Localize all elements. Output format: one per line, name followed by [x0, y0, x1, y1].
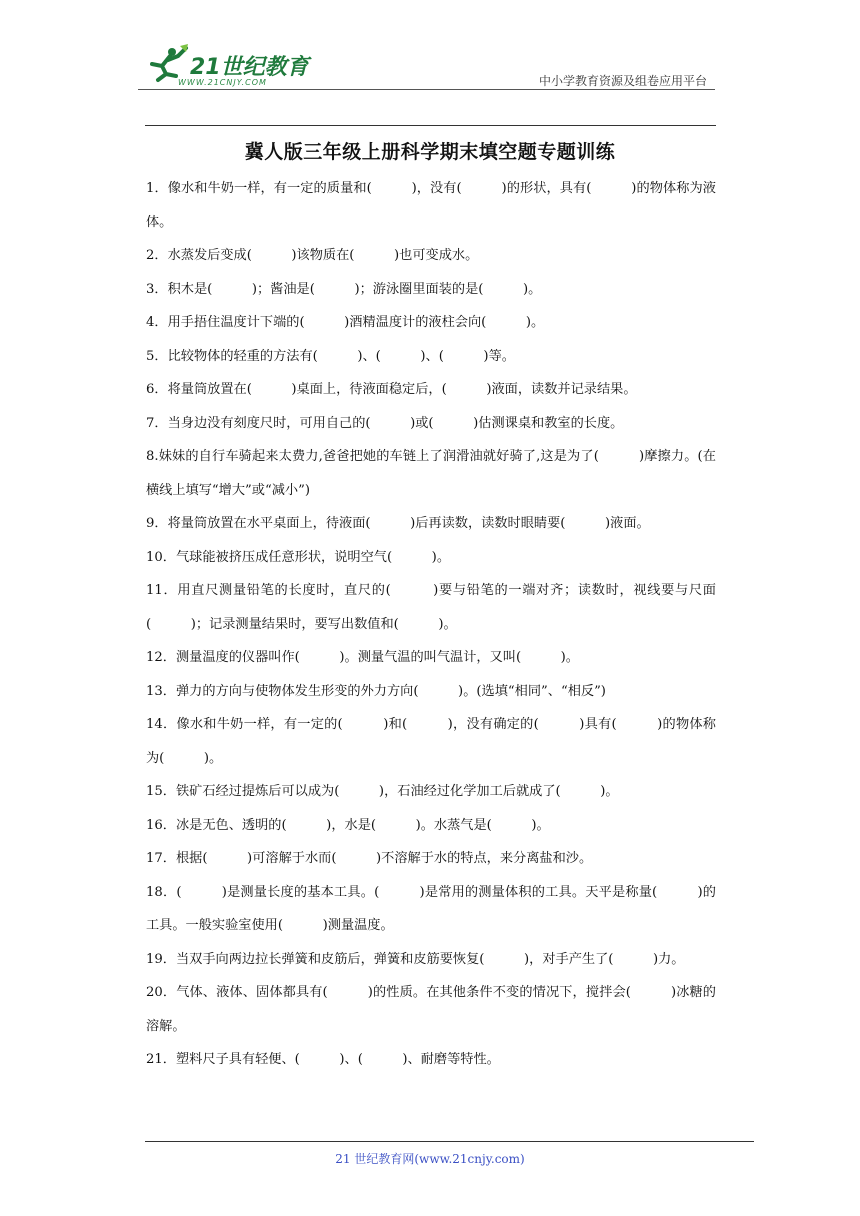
question-item: 3．积木是( )；酱油是( )；游泳圈里面装的是( )。 — [146, 281, 542, 297]
question-item: 5．比较物体的轻重的方法有( )、( )、( )等。 — [146, 348, 515, 364]
question-item: 8.妹妹的自行车骑起来太费力,爸爸把她的车链上了润滑油就好骑了,这是为了( )摩擦力。(在横线上填写“增大”或“减小”) — [146, 449, 716, 498]
question-item: 14．像水和牛奶一样，有一定的( )和( )，没有确定的( )具有( )的物体称为( )。 — [146, 717, 716, 766]
question-item: 4．用手捂住温度计下端的( )酒精温度计的液柱会向( )。 — [146, 315, 545, 330]
question-item: 9．将量筒放置在水平桌面上，待液面( )后再读数，读数时眼睛要( )液面。 — [146, 516, 650, 531]
question-item: 1．像水和牛奶一样，有一定的质量和( )，没有( )的形状，具有( )的物体称为液体。 — [146, 181, 716, 230]
question-item: 6．将量筒放置在( )桌面上，待液面稳定后，( )液面，读数并记录结果。 — [146, 382, 637, 397]
title-divider — [145, 125, 716, 126]
question-item: 17．根据( )可溶解于水而( )不溶解于水的特点，来分离盐和沙。 — [146, 851, 593, 866]
question-item: 11．用直尺测量铅笔的长度时，直尺的( )要与铅笔的一端对齐；读数时，视线要与尺面( )；记录测量结果时，要写出数值和( )。 — [146, 583, 716, 632]
header-divider — [138, 89, 715, 90]
question-item: 18．( )是测量长度的基本工具。( )是常用的测量体积的工具。天平是称量( )的工具。一般实验室使用( )测量温度。 — [146, 884, 716, 933]
question-item: 16．冰是无色、透明的( )，水是( )。水蒸气是( )。 — [146, 817, 550, 833]
platform-label: 中小学教育资源及组卷应用平台 — [538, 74, 707, 88]
page-title: 冀人版三年级上册科学期末填空题专题训练 — [244, 141, 616, 163]
footer-link[interactable]: 21 世纪教育网(www.21cnjy.com) — [335, 1152, 525, 1166]
question-item: 13．弹力的方向与使物体发生形变的外力方向( )。(选填“相同”、“相反”) — [146, 683, 606, 699]
page-header — [138, 40, 713, 92]
question-list — [146, 172, 716, 1077]
question-item: 20．气体、液体、固体都具有( )的性质。在其他条件不变的情况下，搅拌会( )冰糖的溶解。 — [146, 985, 716, 1034]
question-item: 15．铁矿石经过提炼后可以成为( )，石油经过化学加工后就成了( )。 — [146, 784, 619, 799]
question-item: 19．当双手向两边拉长弹簧和皮筋后，弹簧和皮筋要恢复( )，对手产生了( )力。 — [146, 951, 685, 967]
question-item: 2．水蒸发后变成( )该物质在( )也可变成水。 — [146, 248, 479, 263]
logo-text: 21世纪教育 — [190, 55, 309, 80]
footer-divider — [145, 1141, 754, 1142]
question-item: 21．塑料尺子具有轻便、( )、( )、耐磨等特性。 — [146, 1052, 500, 1067]
logo-url: WWW.21CNJY.COM — [178, 78, 267, 87]
question-item: 10．气球能被挤压成任意形状，说明空气( )。 — [146, 549, 451, 565]
question-item: 7．当身边没有刻度尺时，可用自己的( )或( )估测课桌和教室的长度。 — [146, 415, 624, 431]
question-item: 12．测量温度的仪器叫作( )。测量气温的叫气温计，又叫( )。 — [146, 650, 579, 665]
site-logo — [142, 44, 312, 92]
